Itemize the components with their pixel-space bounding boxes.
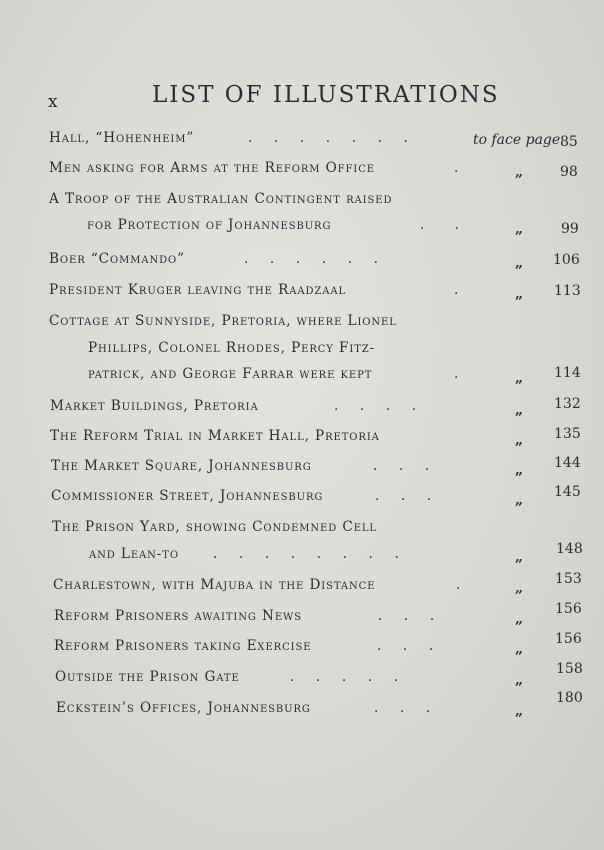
page-ref: 180 (556, 690, 583, 706)
leader-dots: . . . (377, 638, 434, 654)
entry-title-continued: for Protection of Johannesburg (87, 217, 332, 233)
ditto-mark: „ (515, 672, 524, 688)
entry-title: Reform Prisoners taking Exercise (54, 638, 312, 654)
page-ref: 148 (556, 541, 583, 557)
leader-dots: . . . . (334, 398, 417, 414)
entry-title: Cottage at Sunnyside, Pretoria, where Lionel (49, 313, 397, 329)
leader-dots: . . . . . . . (248, 130, 408, 146)
page-ref: 158 (556, 661, 583, 677)
entry-title: The Reform Trial in Market Hall, Pretoria (50, 428, 380, 444)
entry-title: Reform Prisoners awaiting News (54, 608, 302, 624)
page-ref: 153 (555, 571, 582, 587)
leader-dots: . . . . . (290, 669, 399, 685)
page-ref: 156 (555, 601, 582, 617)
entry-title-continued: and Lean-to (89, 546, 179, 562)
page-ref: 106 (553, 252, 580, 268)
page-number: x (48, 92, 59, 112)
page-ref: 113 (554, 283, 581, 299)
page-ref: 156 (555, 631, 582, 647)
entry-title: Eckstein’s Offices, Johannesburg (56, 700, 311, 716)
to-face-page-label: to face page (473, 132, 561, 148)
page-ref: 135 (554, 426, 581, 442)
ditto-mark: „ (515, 255, 524, 271)
leader-dots: . . . (373, 458, 430, 474)
ditto-mark: „ (515, 549, 524, 565)
ditto-mark: „ (515, 164, 524, 180)
page-ref: 145 (554, 484, 581, 500)
leader-dots: . (456, 577, 461, 593)
entry-title: The Prison Yard, showing Condemned Cell (52, 519, 377, 535)
leader-dots: . . . . . . . . (213, 546, 399, 562)
page-ref: 85 (560, 134, 578, 150)
page-ref: 114 (554, 365, 581, 381)
page-ref: 144 (554, 455, 581, 471)
leader-dots: . . . (374, 700, 431, 716)
entry-title-continued: Phillips, Colonel Rhodes, Percy Fitz- (88, 340, 376, 356)
page-ref: 132 (554, 396, 581, 412)
leader-dots: . . . (375, 488, 432, 504)
entry-title: Hall, “Hohenheim” (49, 130, 195, 146)
ditto-mark: „ (515, 580, 524, 596)
ditto-mark: „ (515, 286, 524, 302)
ditto-mark: „ (515, 703, 524, 719)
leader-dots: . . (420, 217, 459, 233)
entry-title: Charlestown, with Majuba in the Distance (53, 577, 376, 593)
ditto-mark: „ (515, 432, 524, 448)
entry-title: A Troop of the Australian Contingent raised (49, 191, 393, 207)
entry-title: Outside the Prison Gate (55, 669, 240, 685)
leader-dots: . . . . . . (244, 251, 378, 267)
leader-dots: . . . (378, 608, 435, 624)
entry-title: Commissioner Street, Johannesburg (51, 488, 324, 504)
entry-title: The Market Square, Johannesburg (51, 458, 312, 474)
entry-title: Market Buildings, Pretoria (50, 398, 259, 414)
ditto-mark: „ (515, 221, 524, 237)
leader-dots: . (454, 366, 459, 382)
entry-title: Men asking for Arms at the Reform Office (49, 160, 375, 176)
ditto-mark: „ (515, 611, 524, 627)
ditto-mark: „ (515, 402, 524, 418)
leader-dots: . (454, 282, 459, 298)
ditto-mark: „ (515, 641, 524, 657)
page-title: LIST OF ILLUSTRATIONS (152, 82, 500, 108)
leader-dots: . (454, 160, 459, 176)
entry-title: Boer “Commando” (49, 251, 186, 267)
ditto-mark: „ (515, 492, 524, 508)
ditto-mark: „ (515, 462, 524, 478)
entry-title: President Kruger leaving the Raadzaal (49, 282, 347, 298)
entry-title-continued: patrick, and George Farrar were kept (88, 366, 373, 382)
page-ref: 98 (560, 164, 578, 180)
ditto-mark: „ (515, 370, 524, 386)
page-ref: 99 (561, 221, 579, 237)
